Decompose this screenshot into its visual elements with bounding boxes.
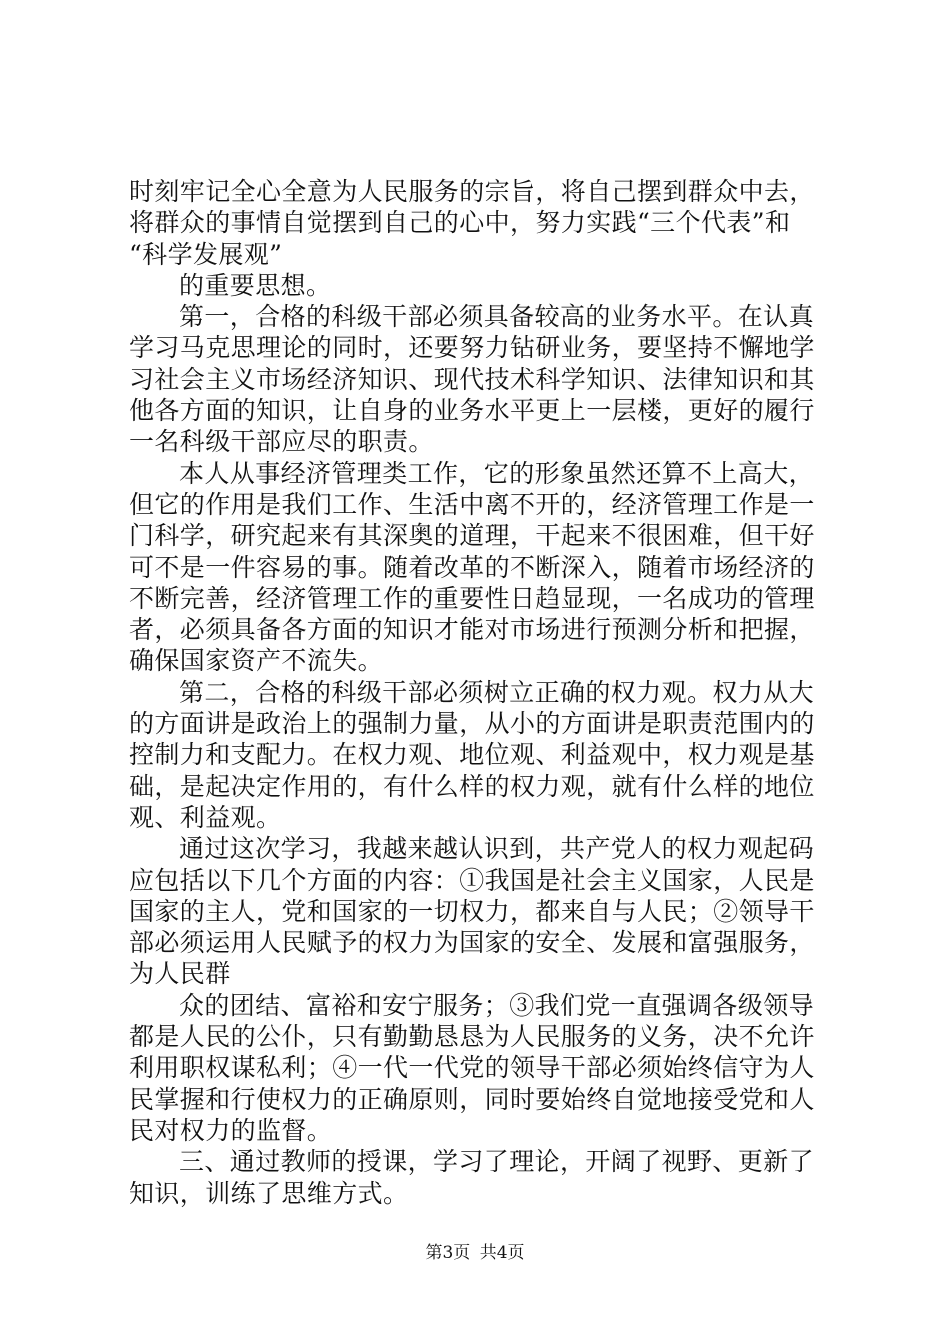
paragraph-start-line: 通过这次学习，我越来越认识到，共产党人的权力观起码 [179, 834, 815, 864]
text-line: 习社会主义市场经济知识、现代技术科学知识、法律知识和其 [129, 364, 815, 394]
text-line: 的方面讲是政治上的强制力量，从小的方面讲是职责范围内的 [129, 709, 815, 739]
text-line: 但它的作用是我们工作、生活中离不开的，经济管理工作是一 [129, 489, 815, 519]
text-line: 可不是一件容易的事。随着改革的不断深入，随着市场经济的 [129, 552, 815, 582]
page-number: 第3页 [425, 1243, 471, 1263]
text-line: 控制力和支配力。在权力观、地位观、利益观中，权力观是基 [129, 740, 815, 770]
text-line: 民对权力的监督。 [129, 1115, 333, 1145]
paragraph-start-line: 第一，合格的科级干部必须具备较高的业务水平。在认真 [179, 302, 815, 332]
page-total: 共4页 [479, 1243, 525, 1263]
text-line: 时刻牢记全心全意为人民服务的宗旨，将自己摆到群众中去， [129, 177, 815, 206]
text-line: 者，必须具备各方面的知识才能对市场进行预测分析和把握， [129, 615, 815, 645]
text-line: 不断完善，经济管理工作的重要性日趋显现，一名成功的管理 [129, 583, 815, 613]
text-line: 都是人民的公仆，只有勤勤恳恳为人民服务的义务，决不允许 [129, 1022, 815, 1052]
text-line: 众的团结、富裕和安宁服务；③我们党一直强调各级领导 [179, 990, 815, 1020]
text-line: 为人民群 [129, 959, 231, 989]
text-line: 民掌握和行使权力的正确原则，同时要始终自觉地接受党和人 [129, 1084, 815, 1114]
text-line: 知识，训练了思维方式。 [129, 1178, 409, 1208]
text-line: 的重要思想。 [179, 270, 332, 300]
text-line: 确保国家资产不流失。 [129, 646, 384, 676]
paragraph-start-line: 第二，合格的科级干部必须树立正确的权力观。权力从大 [179, 677, 815, 707]
text-line: 学习马克思理论的同时，还要努力钻研业务，要坚持不懈地学 [129, 333, 815, 363]
text-line: 国家的主人，党和国家的一切权力，都来自与人民；②领导干 [129, 896, 815, 926]
text-line: 观、利益观。 [129, 802, 282, 832]
paragraph-start-line: 本人从事经济管理类工作，它的形象虽然还算不上高大， [179, 458, 815, 488]
text-line: 门科学，研究起来有其深奥的道理，干起来不很困难，但干好 [129, 521, 815, 551]
paragraph-start-line: 三、通过教师的授课，学习了理论，开阔了视野、更新了 [179, 1147, 815, 1177]
document-body [129, 176, 829, 1209]
text-line: 一名科级干部应尽的职责。 [129, 427, 434, 457]
text-line: 部必须运用人民赋予的权力为国家的安全、发展和富强服务， [129, 928, 815, 958]
page-footer [0, 1243, 950, 1263]
text-line: 将群众的事情自觉摆到自己的心中，努力实践“三个代表”和 [129, 208, 791, 238]
text-line: 础，是起决定作用的，有什么样的权力观，就有什么样的地位 [129, 771, 815, 801]
text-line: 他各方面的知识，让自身的业务水平更上一层楼，更好的履行 [129, 396, 815, 426]
text-line: “科学发展观” [129, 239, 283, 269]
text-line: 利用职权谋私利；④一代一代党的领导干部必须始终信守为人 [129, 1053, 815, 1083]
text-line: 应包括以下几个方面的内容：①我国是社会主义国家，人民是 [129, 865, 815, 895]
